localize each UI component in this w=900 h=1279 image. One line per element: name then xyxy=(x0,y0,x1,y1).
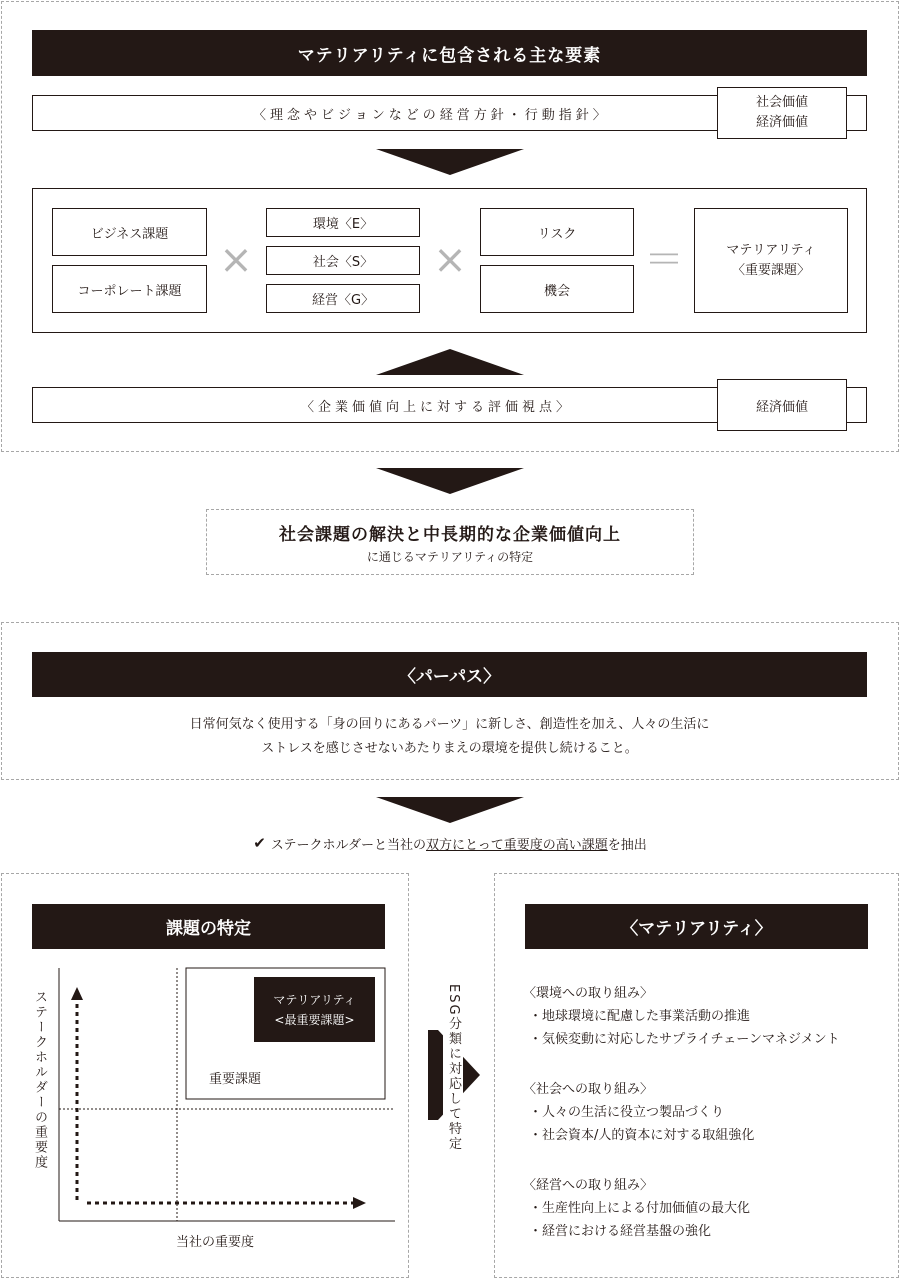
environment-heading: 〈環境への取り組み〉 xyxy=(523,986,654,1001)
evaluation-value-tag: 経済価値 xyxy=(717,379,847,431)
materiality-list xyxy=(523,982,893,1243)
important-issues-label: 重要課題 xyxy=(209,1072,262,1087)
result-sub-text: に通じるマテリアリティの特定 xyxy=(366,550,534,564)
corporate-issue-box: コーポレート課題 xyxy=(52,265,207,313)
materiality-title: 〈マテリアリティ〉 xyxy=(525,904,868,949)
section-title: マテリアリティに包含される主な要素 xyxy=(32,30,867,76)
evaluation-text: 〈企業価値向上に対する評価視点〉 xyxy=(301,399,574,415)
x-arrow-head xyxy=(353,1197,366,1209)
social-heading: 〈社会への取り組み〉 xyxy=(523,1082,654,1097)
equals-icon: ＝ xyxy=(644,237,684,283)
list-item: ・社会資本/人的資本に対する取組強化 xyxy=(529,1128,755,1143)
check-icon: ✔ xyxy=(253,834,266,852)
list-item: ・地球環境に配慮した事業活動の推進 xyxy=(529,1009,751,1024)
result-box xyxy=(206,509,694,575)
esg-arrow-text: ESG分類に対応して特定 xyxy=(443,984,463,1152)
purpose-line-2: ストレスを感じさせないあたりまえの環境を提供し続けること。 xyxy=(261,740,638,756)
list-item: ・人々の生活に役立つ製品づくり xyxy=(529,1105,725,1120)
governance-heading: 〈経営への取り組み〉 xyxy=(523,1178,654,1193)
issues-title: 課題の特定 xyxy=(32,904,385,949)
purpose-panel xyxy=(1,622,899,780)
policy-value-tag: 社会価値 経済価値 xyxy=(717,87,847,139)
result-main-text: 社会課題の解決と中長期的な企業価値向上 xyxy=(279,525,621,545)
times-icon: × xyxy=(219,237,253,283)
policy-text: 〈理念やビジョンなどの経営方針・行動指針〉 xyxy=(253,107,610,123)
materiality-result-box: マテリアリティ 〈重要課題〉 xyxy=(694,208,848,313)
arrow-down-2 xyxy=(376,468,524,494)
business-issue-box: ビジネス課題 xyxy=(52,208,207,256)
extract-line xyxy=(150,832,750,854)
list-item: ・生産性向上による付加価値の最大化 xyxy=(529,1201,751,1216)
x-axis-label: 当社の重要度 xyxy=(175,1234,254,1250)
extract-text-underlined: 双方にとって重要度の高い課題 xyxy=(426,837,608,853)
opportunity-box: 機会 xyxy=(480,265,634,313)
extract-text-after: を抽出 xyxy=(607,837,647,853)
arrow-down-1 xyxy=(376,149,524,175)
risk-box: リスク xyxy=(480,208,634,256)
y-axis-label: ステークホルダーの重要度 xyxy=(32,990,47,1170)
extract-text-before: ステークホルダーと当社の xyxy=(270,837,427,853)
purpose-title: 〈パーパス〉 xyxy=(32,652,867,697)
list-item: ・経営における経営基盤の強化 xyxy=(529,1224,712,1239)
governance-box: 経営〈G〉 xyxy=(266,284,420,313)
y-arrow-head xyxy=(71,987,83,1000)
top-materiality-box: マテリアリティ <最重要課題> xyxy=(254,977,375,1042)
times-icon: × xyxy=(433,237,467,283)
list-item: ・気候変動に対応したサプライチェーンマネジメント xyxy=(529,1032,840,1047)
arrow-up xyxy=(376,349,524,375)
social-box: 社会〈S〉 xyxy=(266,246,420,275)
arrow-down-3 xyxy=(376,797,524,823)
environment-box: 環境〈E〉 xyxy=(266,208,420,237)
purpose-line-1: 日常何気なく使用する「身の回りにあるパーツ」に新しさ、創造性を加え、人々の生活に xyxy=(189,716,710,732)
